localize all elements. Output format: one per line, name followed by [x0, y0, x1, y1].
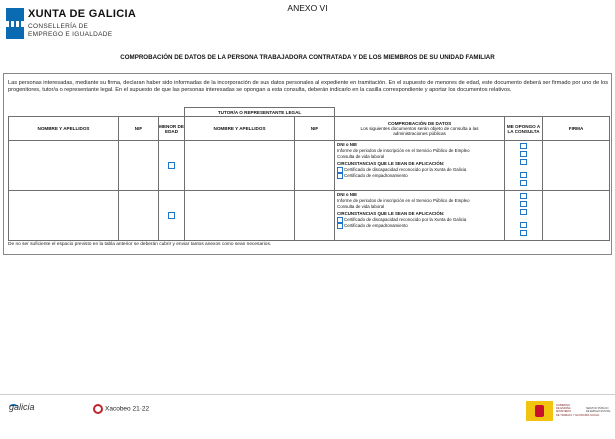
oppose-disability-checkbox[interactable] [520, 222, 527, 228]
table-row [9, 191, 610, 241]
col-oppose-header: ME OPONGO A LA CONSULTA [505, 117, 543, 141]
xacobeo-logo: Xacobeo 21·22 [93, 404, 149, 414]
disability-checkbox[interactable] [337, 167, 343, 173]
signature-cell[interactable] [543, 191, 610, 241]
footer-divider [0, 394, 615, 395]
nif-cell[interactable] [119, 141, 159, 191]
col-tutor-nif-header: NIF [295, 117, 335, 141]
minor-checkbox[interactable] [168, 212, 175, 219]
tutor-header: TUTOR/A O REPRESENTANTE LEGAL [185, 108, 335, 117]
oppose-disability-checkbox[interactable] [520, 172, 527, 178]
brand-title: XUNTA DE GALICIA [28, 8, 137, 20]
oppose-dni-checkbox[interactable] [520, 193, 527, 199]
oppose-dni-checkbox[interactable] [520, 143, 527, 149]
minor-checkbox[interactable] [168, 162, 175, 169]
oppose-cell [505, 191, 543, 241]
nif-cell[interactable] [119, 191, 159, 241]
intro-text: Las personas interesadas, mediante su firma, declaran haber sido informadas de la incorporación de sus datos personales al expediente en tramitación. En el supuesto de menores de edad, este documento deberá ser firmado por uno de los progenitores, tutor/a o representante legal. En el supuesto de que las personas interesadas se opongan a esta consulta, deberán indicarlo en la casilla correspondiente y aportar los documentos relativos. [8, 80, 608, 93]
disability-checkbox[interactable] [337, 217, 343, 223]
header-row [9, 117, 610, 141]
oppose-life-checkbox[interactable] [520, 159, 527, 165]
col-tutor-name-header: NOMBRE Y APELLIDOS [185, 117, 295, 141]
data-table [8, 107, 610, 241]
census-checkbox[interactable] [337, 173, 343, 179]
table-row [9, 141, 610, 191]
galicia-logo: galicia [9, 402, 35, 412]
spain-crest-icon [526, 401, 553, 421]
tutor-nif-cell[interactable] [295, 141, 335, 191]
oppose-periods-checkbox[interactable] [520, 201, 527, 207]
name-cell[interactable] [9, 141, 119, 191]
col-nif-header: NIF [119, 117, 159, 141]
tutor-nif-cell[interactable] [295, 191, 335, 241]
oppose-census-checkbox[interactable] [520, 180, 527, 186]
signature-cell[interactable] [543, 141, 610, 191]
tutor-name-cell[interactable] [185, 191, 295, 241]
col-minor-header: MENOR DE EDAD [159, 117, 185, 141]
col-sign-header: FIRMA [543, 117, 610, 141]
document-title: COMPROBACIÓN DE DATOS DE LA PERSONA TRABAJADORA CONTRATADA Y DE LOS MIEMBROS DE SU UNIDAD FAMILIAR [120, 54, 495, 61]
tutor-name-cell[interactable] [185, 141, 295, 191]
oppose-census-checkbox[interactable] [520, 230, 527, 236]
ministry-logo: GOBIERNO DE ESPAÑA MINISTERIO DE TRABAJO Y ECONOMÍA SOCIAL SERVICIO PÚBLICO DE EMPLEO ESTATAL [526, 401, 612, 421]
oppose-cell [505, 141, 543, 191]
oppose-periods-checkbox[interactable] [520, 151, 527, 157]
minor-cell [159, 141, 185, 191]
brand-subtitle: CONSELLERÍA DE EMPREGO E IGUALDADE [28, 23, 113, 38]
annex-label: ANEXO VI [287, 3, 328, 13]
col-check-header: COMPROBACIÓN DE DATOS Los siguientes documentos serán objeto de consulta a las administraciones públicas [335, 117, 505, 141]
name-cell[interactable] [9, 191, 119, 241]
census-checkbox[interactable] [337, 223, 343, 229]
xacobeo-icon [93, 404, 103, 414]
col-name-header: NOMBRE Y APELLIDOS [9, 117, 119, 141]
minor-cell [159, 191, 185, 241]
xunta-logo [6, 5, 146, 45]
documents-cell: DNI o NIE Informe de periodos de inscripción en el Servicio Público de Empleo Consulta de vida laboral CIRCUNSTANCIAS QUE LE SEAN DE APLICACIÓN: Certificado de discapacidad reconocido por la Xunta de Galicia Certificado de empadronamiento [335, 141, 505, 191]
documents-cell: DNI o NIE Informe de periodos de inscripción en el Servicio Público de Empleo Consulta de vida laboral CIRCUNSTANCIAS QUE LE SEAN DE APLICACIÓN: Certificado de discapacidad reconocido por la Xunta de Galicia Certificado de empadronamiento [335, 191, 505, 241]
footnote: De no ser suficiente el espacio previsto en la tabla anterior se deberán cubrir y enviar tantos anexos como sean necesarios. [8, 242, 272, 247]
galicia-flag-icon [6, 8, 24, 39]
oppose-life-checkbox[interactable] [520, 209, 527, 215]
page-header [0, 0, 615, 48]
